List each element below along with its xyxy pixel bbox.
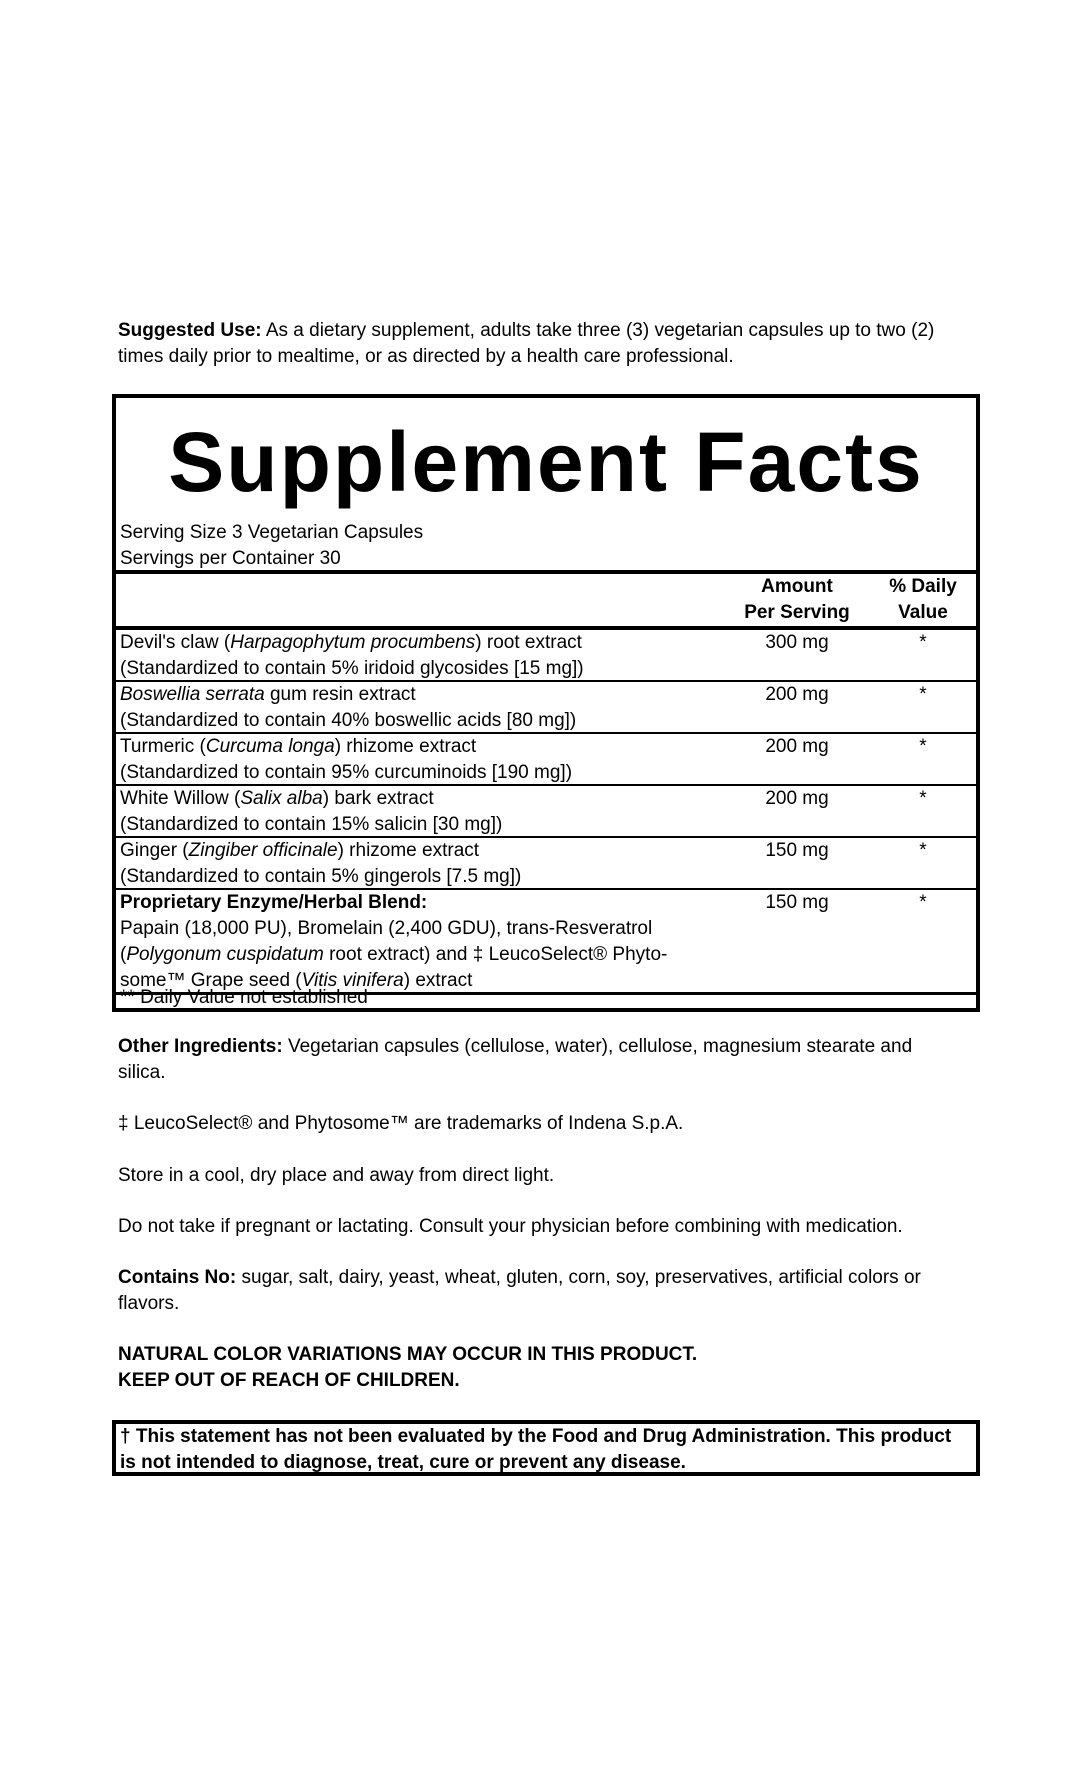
ingredient-dv: * [919, 736, 927, 757]
facts-title: Supplement Facts [168, 415, 924, 509]
ingredient-dv: * [919, 840, 927, 861]
blend-description: Proprietary Enzyme/Herbal Blend: Papain (18,000 PU), Bromelain (2,400 GDU), trans-Resveratrol (Polygonum cuspidatum root extract) and ‡ LeucoSelect® Phyto- some™ Grape seed (Vitis vinifera) extract [120, 892, 668, 991]
ingredient-dv: * [919, 788, 927, 809]
contains-no-label: Contains No: [118, 1267, 237, 1288]
ingredient-amount: 200 mg [765, 736, 829, 757]
col-dv-line2: Value [898, 602, 948, 623]
other-ingredients-text: Vegetarian capsules (cellulose, water), cellulose, magnesium stearate and silica. [118, 1036, 913, 1083]
ingredient-amount: 200 mg [765, 684, 829, 705]
contains-no-text: sugar, salt, dairy, yeast, wheat, gluten, corn, soy, preservatives, artificial colors or flavors. [118, 1267, 921, 1314]
trademark-note: ‡ LeucoSelect® and Phytosome™ are trademarks of Indena S.p.A. [118, 1113, 684, 1134]
ingredient-dv: * [919, 632, 927, 653]
col-amount-header [726, 574, 868, 626]
col-amount-line2: Per Serving [744, 602, 850, 623]
other-ingredients-label: Other Ingredients: [118, 1036, 283, 1057]
notices [118, 1342, 958, 1394]
ingredient-name: Boswellia serrata gum resin extract (Standardized to contain 40% boswellic acids [80 mg]) [120, 684, 577, 731]
ingredient-amount: 200 mg [765, 788, 829, 809]
blend-name: Proprietary Enzyme/Herbal Blend: [120, 892, 428, 913]
fda-disclaimer: † This statement has not been evaluated by the Food and Drug Administration. This product is not intended to diagnose, treat, cure or prevent any disease. [112, 1420, 980, 1476]
serving-size: Serving Size 3 Vegetarian Capsules [120, 522, 424, 543]
suggested-use [118, 318, 958, 370]
supplement-facts-panel [112, 394, 980, 1012]
color-variation-notice: NATURAL COLOR VARIATIONS MAY OCCUR IN THIS PRODUCT. [118, 1344, 698, 1365]
storage-note: Store in a cool, dry place and away from direct light. [118, 1165, 555, 1186]
pregnancy-warning: Do not take if pregnant or lactating. Consult your physician before combining with medication. [118, 1216, 903, 1237]
col-dv-line1: % Daily [889, 576, 957, 597]
ingredient-amount: 150 mg [765, 840, 829, 861]
contains-no [118, 1265, 958, 1317]
ingredient-dv: * [919, 684, 927, 705]
servings-per-container: Servings per Container 30 [120, 548, 341, 569]
blend-dv: * [919, 892, 927, 913]
col-dv-header [868, 574, 978, 626]
other-ingredients [118, 1034, 958, 1086]
suggested-use-text: As a dietary supplement, adults take three (3) vegetarian capsules up to two (2) times daily prior to mealtime, or as directed by a health care professional. [118, 320, 935, 367]
ingredient-name: Devil's claw (Harpagophytum procumbens) root extract (Standardized to contain 5% iridoid glycosides [15 mg]) [120, 632, 584, 679]
ingredient-name: White Willow (Salix alba) bark extract (Standardized to contain 15% salicin [30 mg]) [120, 788, 503, 835]
ingredient-amount: 300 mg [765, 632, 829, 653]
col-amount-line1: Amount [761, 576, 833, 597]
ingredient-name: Turmeric (Curcuma longa) rhizome extract (Standardized to contain 95% curcuminoids [190 mg]) [120, 736, 573, 783]
ingredient-name: Ginger (Zingiber officinale) rhizome extract (Standardized to contain 5% gingerols [7.5 mg]) [120, 840, 522, 887]
suggested-use-label: Suggested Use: [118, 320, 262, 341]
keep-away-notice: KEEP OUT OF REACH OF CHILDREN. [118, 1370, 460, 1391]
dv-footnote: ** Daily Value not established [120, 987, 368, 1008]
blend-amount: 150 mg [765, 892, 829, 913]
